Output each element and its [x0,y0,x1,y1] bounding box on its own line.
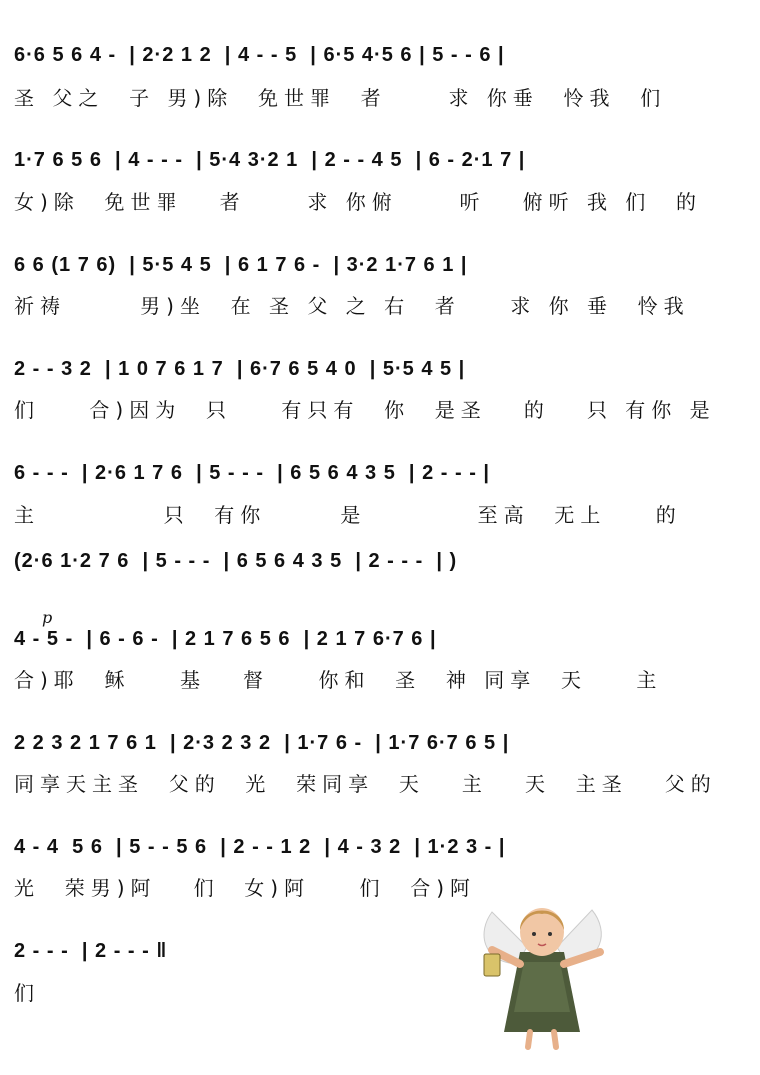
notes-line-5: 6 - - - | 2·6 1 7 6 | 5 - - - | 6 5 6 4 3 5 | 2 - - - | [14,462,491,484]
lyrics-line-1: 圣 父之 子 男)除 免世罪 者 求 你垂 怜我 们 [14,86,667,110]
notes-line-9: 4 - 4 5 6 | 5 - - 5 6 | 2 - - 1 2 | 4 - 3 2 | 1·2 3 - | [14,836,506,858]
lyrics-line-8: 同享天主圣 父的 光 荣同享 天 主 天 主圣 父的 [14,772,717,796]
dynamic-mark-piano: p [42,608,53,627]
lyrics-line-5: 主 只 有你 是 至高 无上 的 [14,503,682,527]
lyrics-line-2: 女)除 免世罪 者 求 你俯 听 俯听 我 们 的 [14,190,703,214]
angel-illustration [472,892,612,1052]
notes-line-10: 2 - - - | 2 - - - ‖ [14,940,168,962]
lyrics-line-4: 们 合)因为 只 有只有 你 是圣 的 只 有你 是 [14,398,716,422]
notes-line-4: 2 - - 3 2 | 1 0 7 6 1 7 | 6·7 6 5 4 0 | 5·5 4 5 | [14,358,466,380]
lyrics-line-9: 光 荣男)阿 们 女)阿 们 合)阿 [14,876,477,900]
notes-line-6-interlude: (2·6 1·2 7 6 | 5 - - - | 6 5 6 4 3 5 | 2 - - - | ) [14,550,458,572]
lyrics-line-10: 们 [14,981,40,1005]
notes-line-8: 2 2 3 2 1 7 6 1 | 2·3 2 3 2 | 1·7 6 - | 1·7 6·7 6 5 | [14,732,510,754]
notes-line-3: 6 6 (1 7 6) | 5·5 4 5 | 6 1 7 6 - | 3·2 1·7 6 1 | [14,254,468,276]
notes-line-7: 4 - 5 - | 6 - 6 - | 2 1 7 6 5 6 | 2 1 7 6·7 6 | [14,628,437,650]
notes-line-2: 1·7 6 5 6 | 4 - - - | 5·4 3·2 1 | 2 - - 4 5 | 6 - 2·1 7 | [14,149,526,171]
notes-line-1: 6·6 5 6 4 - | 2·2 1 2 | 4 - - 5 | 6·5 4·5 6 | 5 - - 6 | [14,44,505,66]
lyrics-line-7: 合)耶 稣 基 督 你和 圣 神 同享 天 主 [14,668,663,692]
lyrics-line-3: 祈祷 男)坐 在 圣 父 之 右 者 求 你 垂 怜我 [14,294,690,318]
